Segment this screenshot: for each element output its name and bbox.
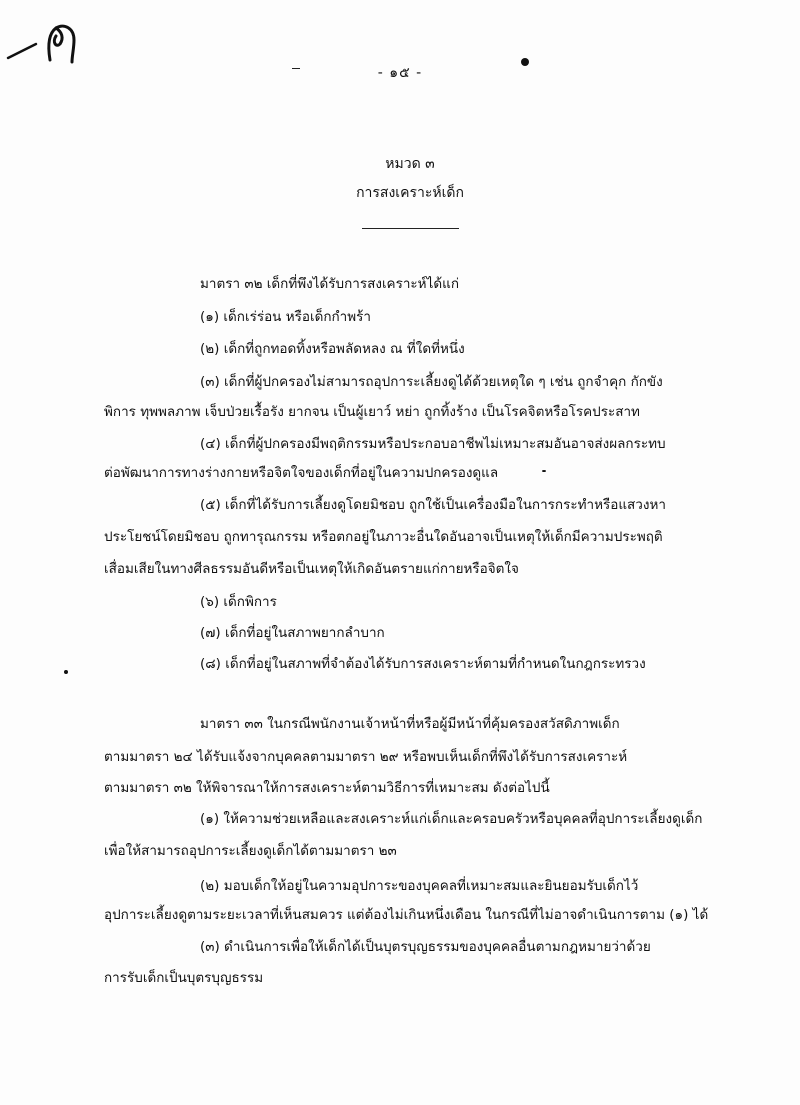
section-32-item-5-cont-1: ประโยชน์โดยมิชอบ ถูกทารุณกรรม หรือตกอยู่ในภาวะอื่นใดอันอาจเป็นเหตุให้เด็กมีความประพฤติ <box>104 529 663 545</box>
section-33-item-1: (๑) ให้ความช่วยเหลือและสงเคราะห์แก่เด็กและครอบครัวหรือบุคคลที่อุปการะเลี้ยงดูเด็ก <box>200 811 703 827</box>
section-32-item-8: (๘) เด็กที่อยู่ในสภาพที่จำต้องได้รับการสงเคราะห์ตามที่กำหนดในกฎกระทรวง <box>200 656 646 672</box>
scan-speck <box>64 670 68 674</box>
section-32-item-5-cont-2: เสื่อมเสียในทางศีลธรรมอันดีหรือเป็นเหตุให้เกิดอันตรายแก่กายหรือจิตใจ <box>104 561 519 577</box>
section-33-line-1: มาตรา ๓๓ ในกรณีพนักงานเจ้าหน้าที่หรือผู้มีหน้าที่คุ้มครองสวัสดิภาพเด็ก <box>200 716 620 732</box>
section-32-item-7: (๗) เด็กที่อยู่ในสภาพยากลำบาก <box>200 625 385 641</box>
section-33-item-1-cont: เพื่อให้สามารถอุปการะเลี้ยงดูเด็กได้ตามมาตรา ๒๓ <box>104 843 397 859</box>
chapter-number: หมวด ๓ <box>385 156 435 172</box>
section-33-item-2-cont: อุปการะเลี้ยงดูตามระยะเวลาที่เห็นสมควร แต่ต้องไม่เกินหนึ่งเดือน ในกรณีที่ไม่อาจดำเนินการตาม (๑) ได้ <box>104 907 709 923</box>
page-number: - ๑๕ - <box>377 65 423 81</box>
section-32-item-5: (๕) เด็กที่ได้รับการเลี้ยงดูโดยมิชอบ ถูกใช้เป็นเครื่องมือในการกระทำหรือแสวงหา <box>200 497 666 513</box>
section-32-item-2: (๒) เด็กที่ถูกทอดทิ้งหรือพลัดหลง ณ ที่ใดที่หนึ่ง <box>200 341 465 357</box>
section-33-item-2: (๒) มอบเด็กให้อยู่ในความอุปการะของบุคคลที่เหมาะสมและยินยอมรับเด็กไว้ <box>200 878 639 894</box>
section-32-item-3: (๓) เด็กที่ผู้ปกครองไม่สามารถอุปการะเลี้ยงดูได้ด้วยเหตุใด ๆ เช่น ถูกจำคุก กักขัง <box>200 374 663 390</box>
section-33-item-3-cont: การรับเด็กเป็นบุตรบุญธรรม <box>104 970 264 986</box>
section-32-item-3-cont: พิการ ทุพพลภาพ เจ็บป่วยเรื้อรัง ยากจน เป็นผู้เยาว์ หย่า ถูกทิ้งร้าง เป็นโรคจิตหรือโรคประสาท <box>104 404 640 420</box>
section-32-item-1: (๑) เด็กเร่ร่อน หรือเด็กกำพร้า <box>200 309 371 325</box>
handwritten-mark <box>6 14 86 64</box>
chapter-title: การสงเคราะห์เด็ก <box>356 185 464 201</box>
chapter-divider <box>362 228 459 229</box>
section-33-line-2: ตามมาตรา ๒๔ ได้รับแจ้งจากบุคคลตามมาตรา ๒๙ หรือพบเห็นเด็กที่พึงได้รับการสงเคราะห์ <box>104 749 628 765</box>
scan-speck <box>542 470 546 472</box>
section-33-line-3: ตามมาตรา ๓๒ ให้พิจารณาให้การสงเคราะห์ตามวิธีการที่เหมาะสม ดังต่อไปนี้ <box>104 780 550 796</box>
section-32-heading: มาตรา ๓๒ เด็กที่พึงได้รับการสงเคราะห์ได้แก่ <box>200 276 460 292</box>
section-32-item-4-cont: ต่อพัฒนาการทางร่างกายหรือจิตใจของเด็กที่อยู่ในความปกครองดูแล <box>104 465 499 481</box>
section-33-item-3: (๓) ดำเนินการเพื่อให้เด็กได้เป็นบุตรบุญธรรมของบุคคลอื่นตามกฎหมายว่าด้วย <box>200 939 651 955</box>
section-32-item-6: (๖) เด็กพิการ <box>200 594 277 610</box>
section-32-item-4: (๔) เด็กที่ผู้ปกครองมีพฤติกรรมหรือประกอบอาชีพไม่เหมาะสมอันอาจส่งผลกระทบ <box>200 436 666 452</box>
